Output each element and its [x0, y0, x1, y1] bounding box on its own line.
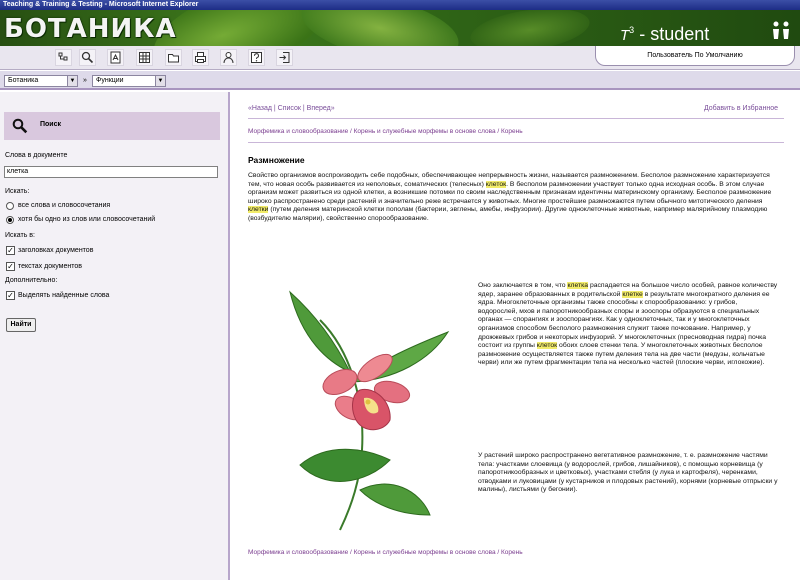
window-title: Teaching & Training & Testing - Microsoft Internet Explorer: [0, 0, 800, 10]
check-highlight-label: Выделять найденные слова: [18, 292, 110, 299]
article-content: [232, 92, 800, 580]
add-favorites-link[interactable]: Добавить в Избранное: [703, 105, 778, 112]
para-text: Свойство организмов воспроизводить себе подобных, обеспечивающее непрерывность жизни, называется размножением. Бесполое размножение характеризуется тем, что новая особь развивается из неполовых, соматических (телесных): [248, 172, 770, 188]
nav-row: [0, 71, 800, 90]
para-text: . В бесполом размножении участвует только одна исходная особь. В этом случае организм может развиться из одной клетки, а возникшие потомки по своим наследственным признакам идентичны материнскому организму. Бесполое размножение широко распространено среди растений и значительно реже встречается у животных. Многие простейшие размножаются путем обычного митотического деления: [248, 180, 772, 205]
grid-icon[interactable]: [136, 49, 153, 66]
search-title: Поиск: [40, 121, 62, 128]
function-select-value: Функции: [96, 77, 124, 84]
para-text: в результате многократного деления ее ядра. Многоклеточные организмы также способны к спорообразованию: у грибов, водорослей, мхов и папоротникообразных споры и зооспоры образуются в специальных органах — спорангиях и зооспорангиях. Как у одноклеточных, так и у многоклеточных организмов способом бесполого размножения служит также почкование. Например, у дрожжевых грибов и некоторых инфузорий. У многоклеточных (пресноводная гидра) почка состоит из группы: [478, 290, 770, 350]
search-header: [4, 112, 220, 140]
print-icon[interactable]: [192, 49, 209, 66]
para-text: обоих слоев стенки тела. У многоклеточных животных бесполое размножение осуществляется также путем деления тела на две части (медузы, кольчатые черви) или же путем фрагментации тела на несколько частей (плоские черви, иглокожие).: [478, 342, 765, 367]
student-brand-text: - student: [639, 24, 710, 44]
banner-leaf-decoration: [296, 10, 465, 46]
search-highlight: клеток: [485, 180, 507, 188]
nav-separator: »: [83, 77, 87, 84]
checkbox-texts[interactable]: ✓: [7, 262, 14, 271]
where-label: Искать в:: [5, 232, 35, 239]
para-text: распадается на большое число особей, равное количеству ядер, заранее образованных в родительской: [478, 282, 778, 298]
search-input[interactable]: клетка: [4, 166, 218, 178]
find-button[interactable]: Найти: [6, 318, 36, 332]
article-nav[interactable]: «Назад | Список | Вперед»: [248, 105, 335, 112]
toolbar: [0, 46, 800, 70]
app-logo: БОТАНИКА: [4, 14, 177, 44]
breadcrumb-bottom[interactable]: Морфемика и словообразование / Корень и служебные морфемы в основе слова / Корень: [248, 549, 523, 556]
breadcrumb[interactable]: Морфемика и словообразование / Корень и служебные морфемы в основе слова / Корень: [248, 128, 523, 135]
check-texts-label: текстах документов: [18, 263, 82, 270]
radio-any-word[interactable]: [6, 216, 14, 224]
article-heading: Размножение: [248, 155, 305, 165]
search-sidebar: [0, 92, 230, 580]
search-highlight: клеток: [536, 342, 558, 350]
checkbox-headers[interactable]: ✓: [7, 246, 14, 255]
search-highlight: клетка: [567, 282, 589, 289]
exit-icon[interactable]: [276, 49, 293, 66]
people-icon: [770, 20, 792, 40]
student-brand-sup: 3: [629, 25, 635, 35]
checkbox-highlight[interactable]: ✓: [7, 291, 14, 300]
article-paragraph: [478, 282, 778, 368]
search-highlight: клетке: [622, 290, 643, 298]
student-brand-prefix: T: [620, 27, 630, 44]
user-label: Пользователь По Умолчанию: [595, 46, 795, 66]
function-select[interactable]: [92, 75, 166, 87]
divider: [248, 118, 784, 119]
mode-label: Искать:: [5, 188, 30, 195]
extra-label: Дополнительно:: [5, 277, 58, 284]
para-text: (путем деления материнской клетки пополам (бактерии, эвглены, амебы, инфузории). Другие одноклеточные животные, например малярийному плазмодию (возбудителю малярии), свойственно спорообразование.: [248, 206, 768, 222]
folder-icon[interactable]: [165, 49, 182, 66]
divider: [248, 142, 784, 143]
search-icon[interactable]: [79, 49, 96, 66]
banner-leaf-decoration: [468, 10, 592, 46]
check-headers-label: заголовках документов: [18, 247, 94, 254]
search-highlight: клетки: [248, 206, 269, 214]
article-paragraph: [248, 172, 778, 224]
help-icon[interactable]: [248, 49, 265, 66]
search-icon: [12, 118, 28, 134]
chevron-down-icon: ▼: [155, 76, 165, 86]
header-banner: [0, 10, 800, 46]
radio-all-words[interactable]: [6, 202, 14, 210]
option-all-label: все слова и словосочетания: [18, 202, 111, 209]
student-brand: [620, 20, 709, 46]
text-doc-icon[interactable]: [107, 49, 124, 66]
section-select-value: Ботаника: [8, 77, 39, 84]
option-any-label: хотя бы одно из слов или словосочетаний: [18, 216, 156, 223]
orchid-illustration: [280, 290, 450, 535]
section-select[interactable]: [4, 75, 78, 87]
para-text: Оно заключается в том, что: [478, 282, 568, 289]
article-paragraph: У растений широко распространено вегетативное размножение, т. е. размножение частями тела: участками слоевища (у водорослей, грибов, лишайников), с помощью корневища (у папоротникообразных и цветковых), участками стебля (у лука и картофеля), черенками, отводками и луковицами (у кустарников и плодовых растений), корнями (корневые отпрыски у малины), листьями (у бегонии).: [478, 452, 778, 494]
user-icon[interactable]: [220, 49, 237, 66]
chevron-down-icon: ▼: [67, 76, 77, 86]
words-label: Слова в документе: [5, 152, 68, 159]
tree-icon[interactable]: [55, 49, 72, 66]
